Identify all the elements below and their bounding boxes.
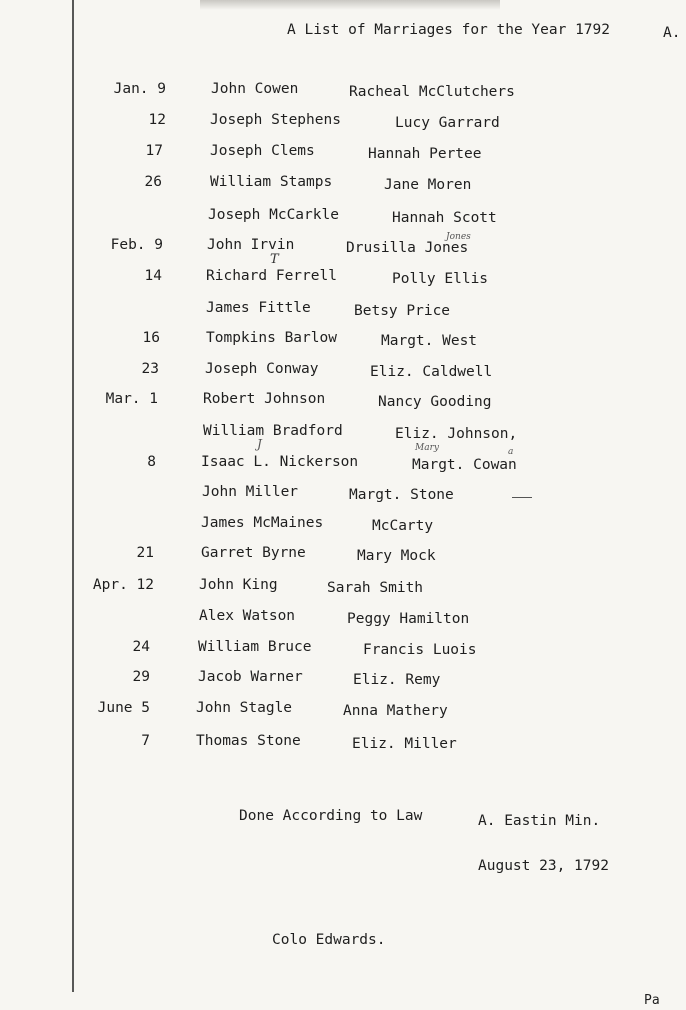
- entry-groom: John Irvin: [207, 237, 295, 253]
- scan-shadow: [200, 0, 500, 10]
- entry-groom: Richard Ferrell: [206, 268, 337, 284]
- entry-bride: Betsy Price: [354, 303, 451, 319]
- entry-bride: Drusilla Jones: [346, 240, 469, 256]
- entry-groom: Joseph Clems: [210, 143, 315, 159]
- entry-bride: Margt. Cowan: [412, 457, 517, 473]
- entry-date: Apr. 12: [92, 577, 154, 593]
- entry-date: 26: [144, 174, 162, 190]
- entry-bride: Eliz. Miller: [352, 736, 457, 752]
- clerk-name: Colo Edwards.: [272, 932, 386, 948]
- entry-bride: Margt. West: [381, 333, 478, 349]
- entry-date: Mar. 1: [105, 391, 158, 407]
- entry-groom: William Bruce: [198, 639, 312, 655]
- annotation-irvin: Jones: [446, 232, 471, 242]
- entry-date: 12: [148, 112, 166, 128]
- entry-groom: John Miller: [202, 484, 299, 500]
- entry-bride: Francis Luois: [363, 642, 477, 658]
- entry-groom: James McMaines: [201, 515, 324, 531]
- annotation-cowan: Mary: [415, 443, 439, 453]
- entry-bride: Eliz. Caldwell: [370, 364, 493, 380]
- stray-mark: [512, 497, 532, 498]
- entry-groom: Joseph Conway: [205, 361, 319, 377]
- entry-bride: Anna Mathery: [343, 703, 448, 719]
- entry-groom: Alex Watson: [199, 608, 296, 624]
- entry-groom: John King: [199, 577, 278, 593]
- entry-groom: Jacob Warner: [198, 669, 303, 685]
- entry-bride: Eliz. Johnson,: [395, 426, 518, 442]
- corner-mark: A.: [663, 25, 681, 41]
- entry-groom: Thomas Stone: [196, 733, 301, 749]
- entry-date: 23: [141, 361, 159, 377]
- entry-bride: Peggy Hamilton: [347, 611, 470, 627]
- entry-bride: Racheal McClutchers: [349, 84, 515, 100]
- entry-bride: Jane Moren: [384, 177, 472, 193]
- entry-bride: Hannah Scott: [392, 210, 497, 226]
- entry-date: 24: [132, 639, 150, 655]
- entry-bride: Hannah Pertee: [368, 146, 482, 162]
- entry-date: 21: [136, 545, 154, 561]
- entry-groom: William Bradford: [203, 423, 343, 439]
- entry-bride: Sarah Smith: [327, 580, 424, 596]
- entry-groom: Joseph McCarkle: [208, 207, 339, 223]
- document-title: A List of Marriages for the Year 1792: [287, 22, 611, 38]
- entry-date: 8: [147, 454, 156, 470]
- entry-bride: Lucy Garrard: [395, 115, 500, 131]
- entry-bride: Margt. Stone: [349, 487, 454, 503]
- date-signed: August 23, 1792: [478, 858, 609, 874]
- entry-groom: Robert Johnson: [203, 391, 326, 407]
- entry-groom: John Cowen: [211, 81, 299, 97]
- footer-fragment: Pa: [644, 993, 660, 1008]
- entry-bride: Eliz. Remy: [353, 672, 441, 688]
- entry-bride: McCarty: [372, 518, 434, 534]
- entry-date: Jan. 9: [113, 81, 166, 97]
- entry-date: 14: [144, 268, 162, 284]
- annotation-ferrell: T: [270, 252, 279, 267]
- entry-groom: Garret Byrne: [201, 545, 306, 561]
- entry-groom: John Stagle: [196, 700, 293, 716]
- annotation-nickerson: J: [257, 437, 262, 451]
- officiant: A. Eastin Min.: [478, 813, 601, 829]
- entry-groom: Tompkins Barlow: [206, 330, 337, 346]
- entry-date: Feb. 9: [110, 237, 163, 253]
- entry-bride: Polly Ellis: [392, 271, 489, 287]
- entry-groom: Isaac L. Nickerson: [201, 454, 359, 470]
- entry-groom: James Fittle: [206, 300, 311, 316]
- entry-groom: William Stamps: [210, 174, 333, 190]
- entry-date: 17: [145, 143, 163, 159]
- annotation-cowan-letter: a: [508, 447, 514, 457]
- margin-rule: [72, 0, 74, 992]
- entry-groom: Joseph Stephens: [210, 112, 341, 128]
- entry-date: 7: [141, 733, 150, 749]
- entry-bride: Mary Mock: [357, 548, 436, 564]
- entry-date: 16: [142, 330, 160, 346]
- entry-date: 29: [132, 669, 150, 685]
- entry-date: June 5: [97, 700, 150, 716]
- entry-bride: Nancy Gooding: [378, 394, 492, 410]
- closing-statement: Done According to Law: [239, 808, 423, 824]
